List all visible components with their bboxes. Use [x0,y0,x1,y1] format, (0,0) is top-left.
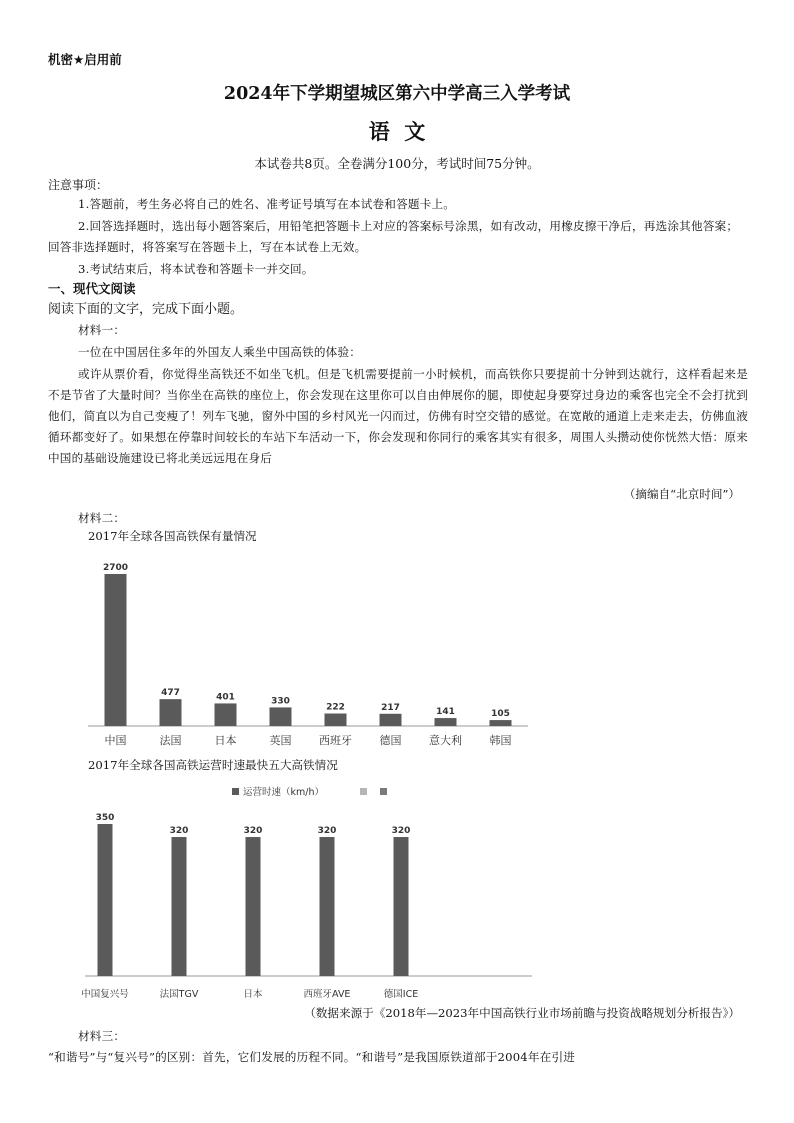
section-instruction: 阅读下面的文字，完成下面小题。 [48,302,244,317]
data-label: 320 [391,826,411,837]
bar [325,714,347,726]
legend-label: 运营时速（km/h） [243,787,324,798]
data-label: 105 [491,709,510,720]
bar [380,714,402,726]
section-heading: 一、现代文阅读 [48,281,136,296]
data-label: 320 [243,826,263,837]
exam-title: 2024年下学期望城区第六中学高三入学考试 [223,84,571,104]
chart-legend [232,786,387,798]
notice-item: 2.回答选择题时，选出每小题答案后，用铅笔把答题卡上对应的答案标号涂黑，如有改动，用橡皮擦干净后，再选涂其他答案；回答非选择题时，将答案写在答题卡上，写在本试卷上无效。 [48,219,739,254]
material1-label: 材料一： [78,323,126,337]
bar [394,837,409,976]
confidential-mark: 机密★启用前 [48,52,122,67]
chart1-title: 2017年全球各国高铁保有量情况 [88,529,257,543]
category-label: 英国 [269,734,292,747]
category-label: 西班牙 [319,734,352,747]
category-label: 德国 [379,734,402,747]
data-label: 330 [271,696,290,707]
category-label: 西班牙AVE [303,989,351,1000]
bar [435,718,457,726]
material1-body: 或许从票价看，你觉得坐高铁还不如坐飞机。但是飞机需要提前一小时候机，而高铁你只要提前十分钟到达就行，这样看起来是不是节省了大量时间？当你坐在高铁的座位上，你会发现在这里你可以自由伸展你的腿，即使起身要穿过身边的乘客也完全不会打扰到他们，简直以为自己变瘦了！列车飞驰，窗外中国的乡村风光一闪而过，仿佛有时空交错的感觉。在宽敞的通道上走来走去，仿佛血液循环都变好了。如果想在停靠时间较长的车站下车活动一下，你会发现和你同行的乘客其实有很多，周围人头攒动使你恍然大悟：原来中国的基础设施建设已将北美远远甩在身后 [48,367,748,465]
data-label: 350 [95,813,115,823]
legend-swatch [360,788,367,795]
bar [270,707,292,726]
chart2-title: 2017年全球各国高铁运营时速最快五大高铁情况 [88,758,338,772]
bar [215,703,237,726]
data-label: 401 [216,692,235,703]
legend-swatch [380,788,387,795]
material3-body: “和谐号”与“复兴号”的区别：首先，它们发展的历程不同。“和谐号”是我国原铁道部于2004年在引进 [48,1050,576,1064]
category-label: 日本 [214,734,237,747]
data-label: 141 [436,707,455,718]
material2-source: （数据来源于《2018年—2023年中国高铁行业市场前瞻与投资战略规划分析报告》） [304,1006,740,1020]
category-label: 意大利 [429,734,462,747]
category-label: 德国ICE [383,989,419,1000]
category-label: 法国TGV [159,989,199,1000]
exam-info: 本试卷共8页。全卷满分100分，考试时间75分钟。 [254,156,540,171]
category-label: 韩国 [489,734,512,747]
bar [98,824,113,976]
bar [172,837,187,976]
material3-label: 材料三： [78,1029,126,1043]
chart-operating-speed [80,780,550,1005]
data-label: 2700 [102,563,129,573]
data-label: 217 [381,702,400,713]
category-label: 中国 [104,734,127,747]
bar [246,837,261,976]
legend-swatch [232,788,239,795]
chart-high-speed-rail-mileage [80,555,530,755]
material1-intro: 一位在中国居住多年的外国友人乘坐中国高铁的体验： [78,345,362,359]
notice-item: 3.考试结束后，将本试卷和答题卡一并交回。 [78,262,314,276]
data-label: 222 [326,702,345,713]
notice-heading: 注意事项： [48,178,109,192]
bar [490,720,512,726]
data-label: 320 [317,826,337,837]
material1-source: （摘编自“北京时间”） [623,487,740,501]
category-label: 法国 [159,734,182,747]
bar [160,699,182,726]
data-label: 320 [169,826,189,837]
category-label: 日本 [243,989,263,1000]
bar [105,574,127,726]
notice-item: 1.答题前，考生务必将自己的姓名、准考证号填写在本试卷和答题卡上。 [78,197,456,211]
data-label: 477 [161,688,180,699]
bar [320,837,335,976]
category-label: 中国复兴号 [81,989,129,1000]
material2-label: 材料二： [78,511,126,525]
subject-title: 语 文 [368,119,426,144]
